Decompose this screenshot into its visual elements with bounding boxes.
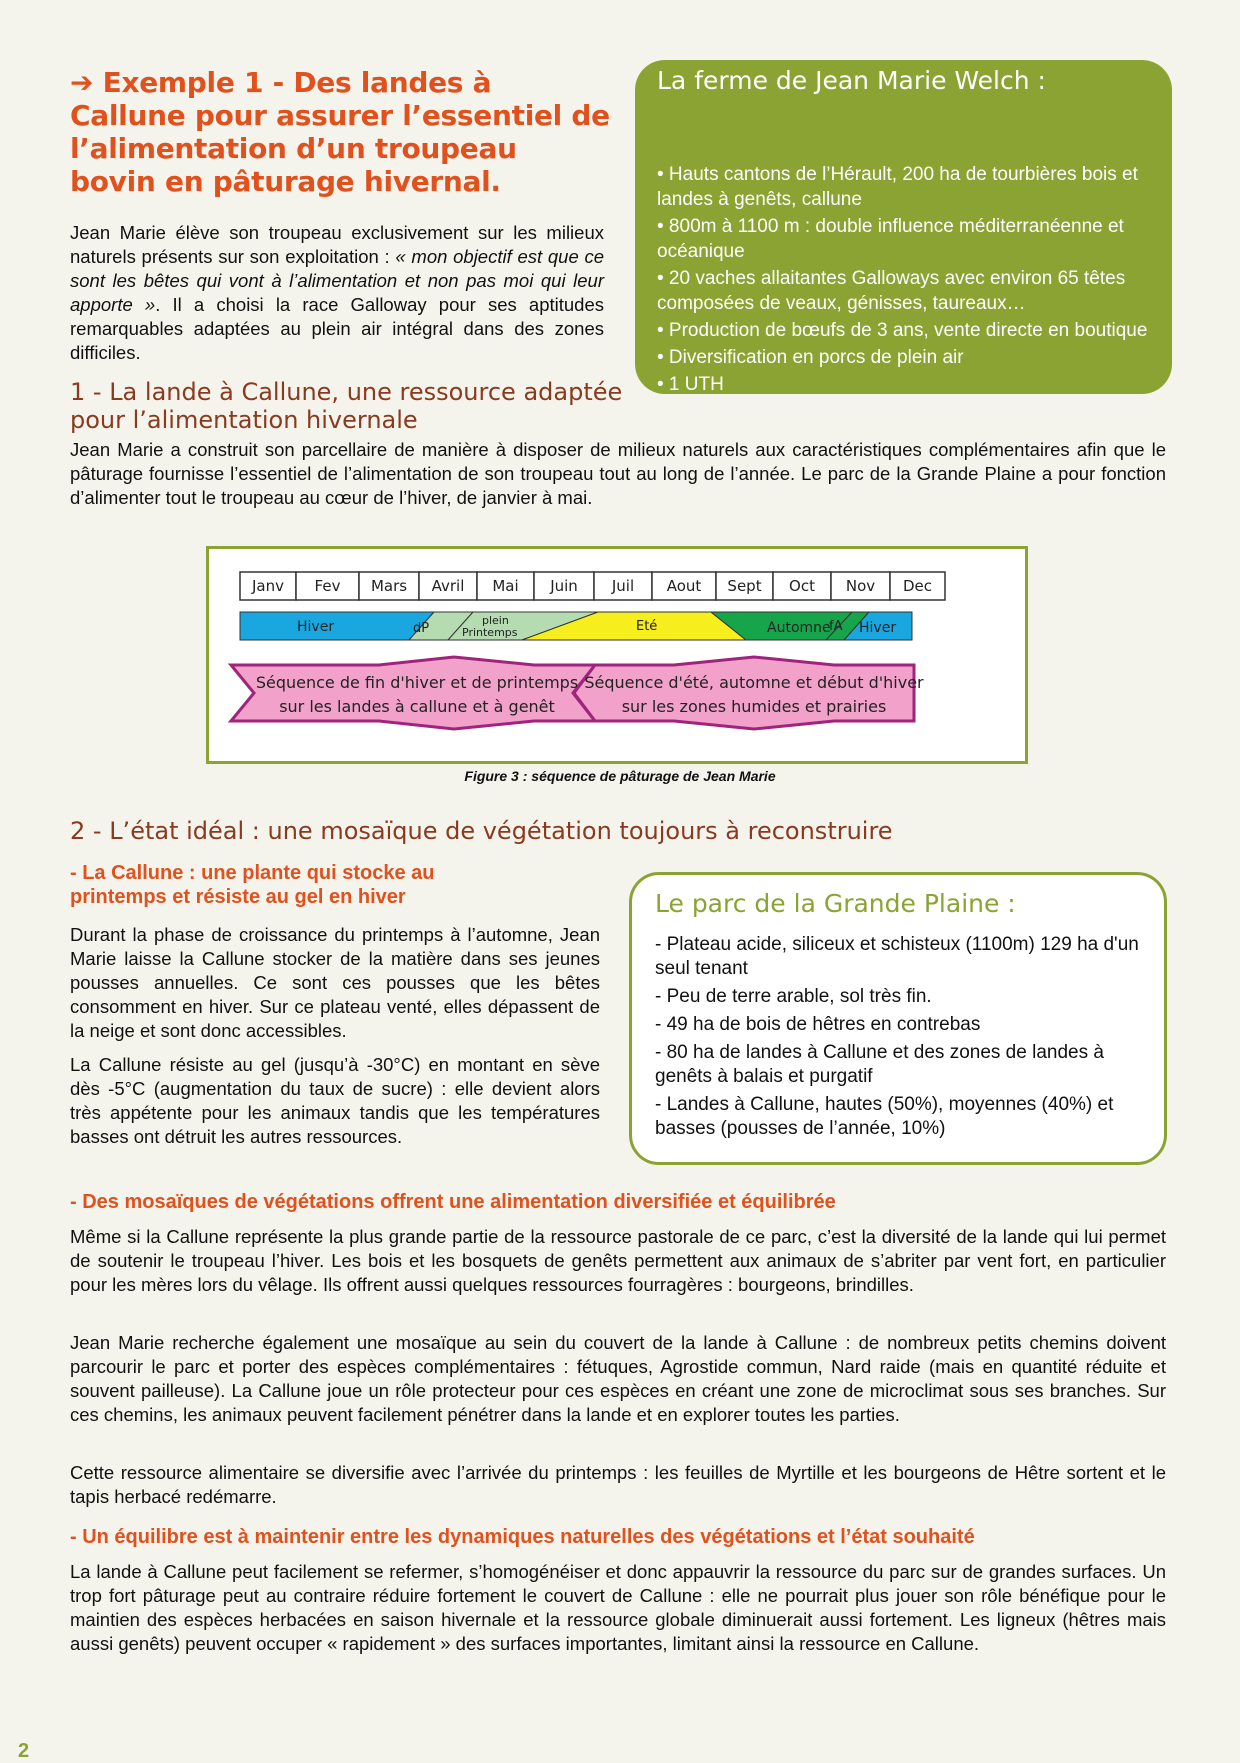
season-label-ete: Eté [636, 619, 658, 634]
month-label: Avril [431, 577, 465, 595]
sequence1-line2: sur les landes à callune et à genêt [279, 697, 555, 716]
farm-box-list [657, 162, 1157, 399]
section1-paragraph: Jean Marie a construit son parcellaire de manière à disposer de milieux naturels aux caractéristiques complémentaires afin que le pâturage fournisse l’essentiel de l’alimentation de son troupeau tout au long de l’année. Le parc de la Grande Plaine a pour fonction d’alimenter tout le troupeau au cœur de l’hiver, de janvier à mai. [70, 439, 1166, 508]
parc-box-list [655, 933, 1145, 1145]
sub2-paragraph-2: Jean Marie recherche également une mosaïque au sein du couvert de la lande à Callune : de nombreux petits chemins doivent parcourir le parc et porter des espèces complémentaires : fétuques, Agrostide commun, Nard raide (mais en quantité réduite et souvent pailleuse). La Callune joue un rôle protecteur pour ces espèces en créant une zone de microclimat sous ses branches. Sur ces chemins, les animaux peuvent facilement pénétrer dans la lande et en explorer toutes les parties. [70, 1332, 1166, 1425]
sub1-title: - La Callune : une plante qui stocke au printemps et résiste au gel en hiver [70, 862, 435, 908]
month-label: Oct [789, 577, 815, 595]
month-label: Dec [902, 577, 933, 595]
main-heading-text: Exemple 1 - Des landes à Callune pour assurer l’essentiel de l’alimentation d’un troupeau bovin en pâturage hivernal. [70, 66, 610, 198]
season-hiver [240, 612, 434, 640]
sub1-paragraph-2: La Callune résiste au gel (jusqu’à -30°C) en montant en sève dès -5°C (augmentation du taux de sucre) : elle devient alors très appétente pour les animaux tandis que les températures basses ont détruit les autres ressources. [70, 1054, 600, 1147]
month-label: Janv [252, 577, 284, 595]
parc-box-title: Le parc de la Grande Plaine : [655, 889, 1016, 918]
farm-box-title: La ferme de Jean Marie Welch : [657, 66, 1046, 95]
season-label-hiver: Hiver [297, 619, 335, 635]
parc-box-item: - Landes à Callune, hautes (50%), moyennes (40%) et basses (pousses de l’année, 10%) [655, 1094, 1114, 1139]
grazing-sequence-diagram [209, 549, 1025, 761]
farm-box-item: • Diversification en porcs de plein air [657, 347, 964, 368]
farm-info-box [635, 60, 1172, 394]
month-label: Fev [314, 577, 341, 595]
month-label: Aout [666, 577, 702, 595]
parc-box-item: - Plateau acide, siliceux et schisteux (1100m) 129 ha d'un seul tenant [655, 934, 1139, 979]
season-label-plein: plein [482, 614, 509, 627]
grazing-sequences [231, 657, 924, 729]
intro-paragraph [70, 221, 604, 365]
arrow-right-icon: ➔ [70, 66, 94, 99]
intro-text-2: . Il a choisi la race Galloway pour ses aptitudes remarquables adaptées au plein air intégral dans des zones difficiles. [70, 294, 604, 363]
grazing-sequence-figure [206, 546, 1028, 764]
sub3-title: - Un équilibre est à maintenir entre les dynamiques naturelles des végétations et l’état souhaité [70, 1526, 975, 1548]
farm-box-item: • 20 vaches allaitantes Galloways avec environ 65 têtes composées de veaux, génisses, taureaux… [657, 268, 1126, 314]
figure-caption: Figure 3 : séquence de pâturage de Jean Marie [464, 768, 776, 784]
season-label-hiver-2: Hiver [859, 620, 897, 636]
page-number: 2 [18, 1740, 30, 1762]
month-label: Juin [550, 577, 578, 595]
farm-box-item: • Hauts cantons de l’Hérault, 200 ha de tourbières bois et landes à genêts, callune [657, 164, 1138, 210]
parc-box-item: - Peu de terre arable, sol très fin. [655, 986, 932, 1007]
season-label-fa: fA [829, 619, 843, 634]
intro-text-1: Jean Marie élève son troupeau exclusivement sur les milieux naturels présents sur son exploitation : [70, 222, 604, 267]
season-label-dp: dP [413, 621, 430, 636]
farm-box-item: • 800m à 1100 m : double influence méditerranéenne et océanique [657, 216, 1124, 262]
main-heading [70, 66, 610, 198]
season-label-automne: Automne [767, 620, 831, 636]
sub1-paragraph-1: Durant la phase de croissance du printemps à l’automne, Jean Marie laisse la Callune stocker de la matière dans ses jeunes pousses annuelles. Ce sont ces pousses que les bêtes consomment en hiver. Sur ce plateau venté, elles dépassent de la neige et sont donc accessibles. [70, 924, 600, 1041]
sequence2-line1: Séquence d'été, automne et début d'hiver [584, 673, 924, 692]
section2-title: 2 - L’état idéal : une mosaïque de végétation toujours à reconstruire [70, 817, 893, 845]
farm-box-item: • Production de bœufs de 3 ans, vente directe en boutique [657, 320, 1148, 341]
month-label: Mars [370, 577, 408, 595]
sequence-shape-2 [573, 657, 914, 729]
parc-info-box [629, 872, 1167, 1165]
month-label: Juil [611, 577, 635, 595]
month-label: Sept [727, 577, 762, 595]
season-label-printemps: Printemps [462, 626, 518, 639]
intro-quote: « mon objectif est que ce sont les bêtes qui vont à l’alimentation et non pas moi qui leur apporte » [70, 246, 604, 315]
section1-title: 1 - La lande à Callune, une ressource adaptée pour l’alimentation hivernale [70, 378, 623, 434]
month-label: Mai [492, 577, 519, 595]
sequence2-line2: sur les zones humides et prairies [621, 697, 887, 716]
sub2-paragraph-3: Cette ressource alimentaire se diversifie avec l’arrivée du printemps : les feuilles de Myrtille et les bourgeons de Hêtre sortent et le tapis herbacé redémarre. [70, 1462, 1166, 1507]
sub2-title: - Des mosaïques de végétations offrent une alimentation diversifiée et équilibrée [70, 1191, 836, 1213]
parc-box-item: - 80 ha de landes à Callune et des zones de landes à genêts à balais et purgatif [655, 1042, 1104, 1087]
sequence1-line1: Séquence de fin d'hiver et de printemps [255, 673, 579, 692]
months-row [240, 572, 945, 600]
month-label: Nov [845, 577, 876, 595]
sequence-shape-1 [231, 657, 595, 729]
parc-box-item: - 49 ha de bois de hêtres en contrebas [655, 1014, 981, 1035]
sub2-paragraph-1: Même si la Callune représente la plus grande partie de la ressource pastorale de ce parc, c’est la diversité de la lande qui lui permet de soutenir le troupeau l’hiver. Les bois et les bosquets de genêts permettent aux animaux de s’abriter par vent fort, en particulier pour les mères lors du vêlage. Ils offrent aussi quelques ressources fourragères : bourgeons, brindilles. [70, 1226, 1166, 1295]
sub3-paragraph-1: La lande à Callune peut facilement se refermer, s’homogénéiser et donc appauvrir la ressource du parc sur de grandes surfaces. Un trop fort pâturage peut au contraire réduire fortement le couvert de Callune : elle ne pourrait plus jouer son rôle bénéfique pour le maintien des espèces herbacées en saison hivernale et la ressource globale diminuerait aussi fortement. Les ligneux (hêtres mais aussi genêts) peuvent occuper « rapidement » des surfaces importantes, limitant ainsi la ressource en Callune. [70, 1561, 1166, 1654]
season-band [240, 612, 912, 640]
farm-box-item: • 1 UTH [657, 374, 724, 395]
